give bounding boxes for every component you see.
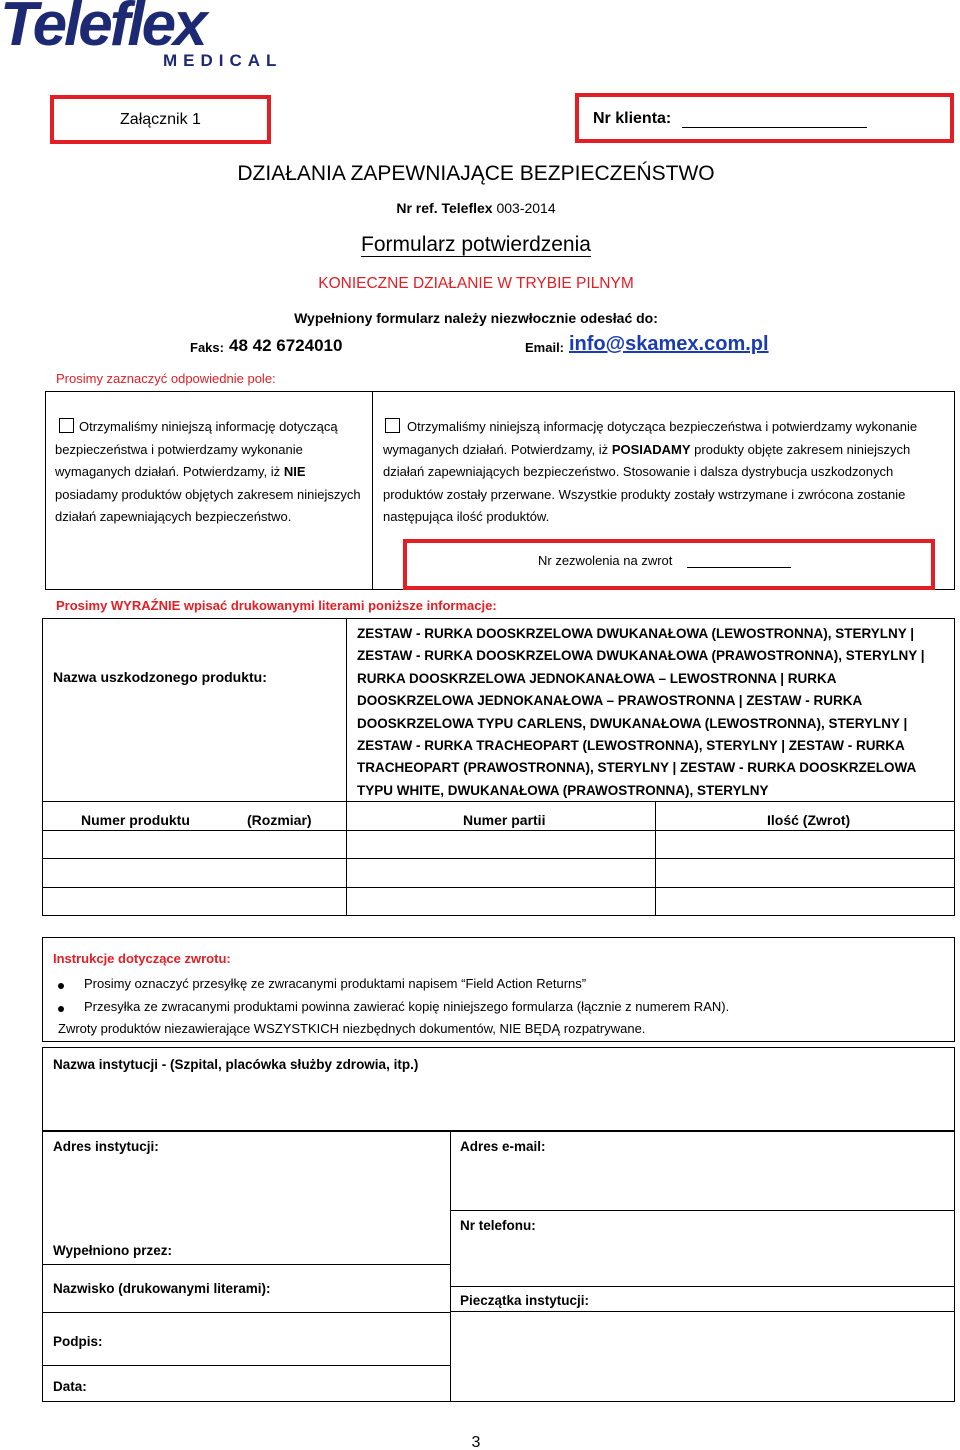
quantity-input-1[interactable]	[656, 831, 954, 858]
col-quantity: Ilość (Zwrot)	[767, 812, 851, 828]
client-number-label: Nr klienta:	[593, 110, 672, 127]
have-products-checkbox[interactable]	[385, 418, 400, 433]
institution-name-label: Nazwa instytucji - (Szpital, placówka służby zdrowia, itp.)	[53, 1057, 419, 1072]
reference-label: Nr ref. Teleflex	[396, 200, 493, 216]
product-number-input-2[interactable]	[43, 859, 346, 887]
date-label: Data:	[53, 1379, 87, 1394]
choice-have-products-text	[383, 416, 948, 529]
email-link[interactable]: info@skamex.com.pl	[569, 333, 769, 355]
phone-label: Nr telefonu:	[460, 1218, 536, 1233]
product-name-value: ZESTAW - RURKA DOOSKRZELOWA DWUKANAŁOWA (LEWOSTRONNA), STERYLNY | ZESTAW - RURKA DOOSKRZELOWA DWUKANAŁOWA (PRAWOSTRONNA), STERYLNY | RURKA DOOSKRZELOWA JEDNOKANAŁOWA – LEWOSTRONNA | RURKA DOOSKRZELOWA JEDNOKANAŁOWA – PRAWOSTRONNA | ZESTAW - RURKA DOOSKRZELOWA TYPU CARLENS, DWUKANAŁOWA (LEWOSTRONNA), STERYLNY | ZESTAW - RURKA TRACHEOPART (LEWOSTRONNA), STERYLNY | ZESTAW - RURKA TRACHEOPART (PRAWOSTRONNA), STERYLNY | ZESTAW - RURKA DOOSKRZELOWA TYPU WHITE, DWUKANAŁOWA (PRAWOSTRONNA), STERYLNY	[357, 626, 925, 798]
product-number-input-3[interactable]	[43, 888, 346, 915]
row-divider	[42, 1264, 450, 1265]
choice-left-emph: NIE	[283, 464, 306, 479]
return-authorization-label: Nr zezwolenia na zwrot	[538, 553, 673, 568]
urgent-notice: KONIECZNE DZIAŁANIE W TRYBIE PILNYM	[318, 275, 634, 292]
attachment-label: Załącznik 1	[120, 110, 201, 128]
select-prompt: Prosimy zaznaczyć odpowiednie pole:	[56, 371, 276, 386]
institution-address-label: Adres instytucji:	[53, 1139, 159, 1154]
table-row-divider	[42, 801, 955, 802]
email-label: Email:	[525, 340, 565, 355]
signature-label: Podpis:	[53, 1334, 103, 1349]
row-divider	[42, 1312, 450, 1313]
stamp-label: Pieczątka instytucji:	[460, 1293, 590, 1308]
instructions-note: Zwroty produktów niezawierające WSZYSTKICH niezbędnych dokumentów, NIE BĘDĄ rozpatrywane.	[58, 1021, 646, 1036]
quantity-input-3[interactable]	[656, 888, 954, 915]
institution-address-input[interactable]	[43, 1160, 449, 1238]
phone-input[interactable]	[451, 1238, 954, 1285]
print-prompt: Prosimy WYRAŹNIE wpisać drukowanymi literami poniższe informacje:	[56, 598, 497, 613]
surname-label: Nazwisko (drukowanymi literami):	[53, 1281, 271, 1296]
choice-left-text-after: posiadamy produktów objętych zakresem niniejszych działań zapewniających bezpieczeństwo.	[55, 486, 361, 524]
fax-number: 48 42 6724010	[229, 336, 343, 355]
client-number-field[interactable]	[682, 127, 867, 128]
bullet-icon	[58, 1006, 64, 1012]
page-title: DZIAŁANIA ZAPEWNIAJĄCE BEZPIECZEŃSTWO	[237, 162, 715, 185]
choice-right-text-before: Otrzymaliśmy niniejszą informację dotycząca bezpieczeństwa i potwierdzamy wykonanie wymaganych działań. Potwierdzamy, iż	[383, 419, 918, 457]
product-number-input-1[interactable]	[43, 831, 346, 858]
choice-no-products-text	[55, 416, 365, 529]
filled-by-label: Wypełniono przez:	[53, 1243, 173, 1258]
col-size: (Rozmiar)	[247, 812, 312, 828]
fax-label: Faks:	[190, 340, 224, 355]
stamp-area[interactable]	[451, 1312, 954, 1401]
product-name-label: Nazwa uszkodzonego produktu:	[53, 669, 267, 685]
product-name-divider	[346, 618, 347, 802]
lot-number-input-3[interactable]	[347, 888, 655, 915]
choice-right-emph: POSIADAMY	[611, 441, 691, 457]
email-address-label: Adres e-mail:	[460, 1139, 546, 1154]
choice-right-text-after: produkty objęte zakresem niniejszych działań zapewniających bezpieczeństwo. Stosowanie i dalsza dystrybucja uszkodzonych produktów zostały przerwane. Wszystkie produkty zostały wstrzymane i zwrócona zostanie następująca ilość produktów.	[383, 441, 911, 524]
instruction-item-2: Przesyłka ze zwracanymi produktami powinna zawierać kopię niniejszego formularza (łącznie z numerem RAN).	[84, 999, 730, 1014]
row-divider	[42, 1365, 450, 1366]
quantity-input-2[interactable]	[656, 859, 954, 887]
row-divider	[450, 1210, 955, 1211]
form-title-text: Formularz potwierdzenia	[361, 233, 591, 256]
instruction-item-1: Prosimy oznaczyć przesyłkę ze zwracanymi produktami napisem “Field Action Returns”	[84, 976, 587, 991]
reference-number	[0, 200, 952, 216]
choice-left-text-before: Otrzymaliśmy niniejszą informację dotyczącą bezpieczeństwa i potwierdzamy wykonanie wymaganych działań. Potwierdzamy, iż	[55, 419, 338, 479]
teleflex-logo-sub: MEDICAL	[163, 51, 283, 70]
email-address-input[interactable]	[451, 1160, 954, 1209]
no-products-checkbox[interactable]	[59, 418, 74, 433]
page-number: 3	[471, 1434, 481, 1450]
send-to-notice: Wypełniony formularz należy niezwłocznie odesłać do:	[294, 310, 658, 326]
form-title	[0, 233, 952, 257]
lot-number-input-2[interactable]	[347, 859, 655, 887]
choice-divider	[372, 391, 373, 590]
reference-value: 003-2014	[496, 200, 556, 216]
col-lot-number: Numer partii	[463, 812, 546, 828]
instructions-title: Instrukcje dotyczące zwrotu:	[53, 951, 231, 966]
teleflex-logo: Teleflex	[0, 0, 205, 59]
bullet-icon	[58, 983, 64, 989]
col-product-number: Numer produktu	[81, 812, 190, 828]
row-divider	[450, 1286, 955, 1287]
return-authorization-field[interactable]	[687, 567, 791, 568]
lot-number-input-1[interactable]	[347, 831, 655, 858]
